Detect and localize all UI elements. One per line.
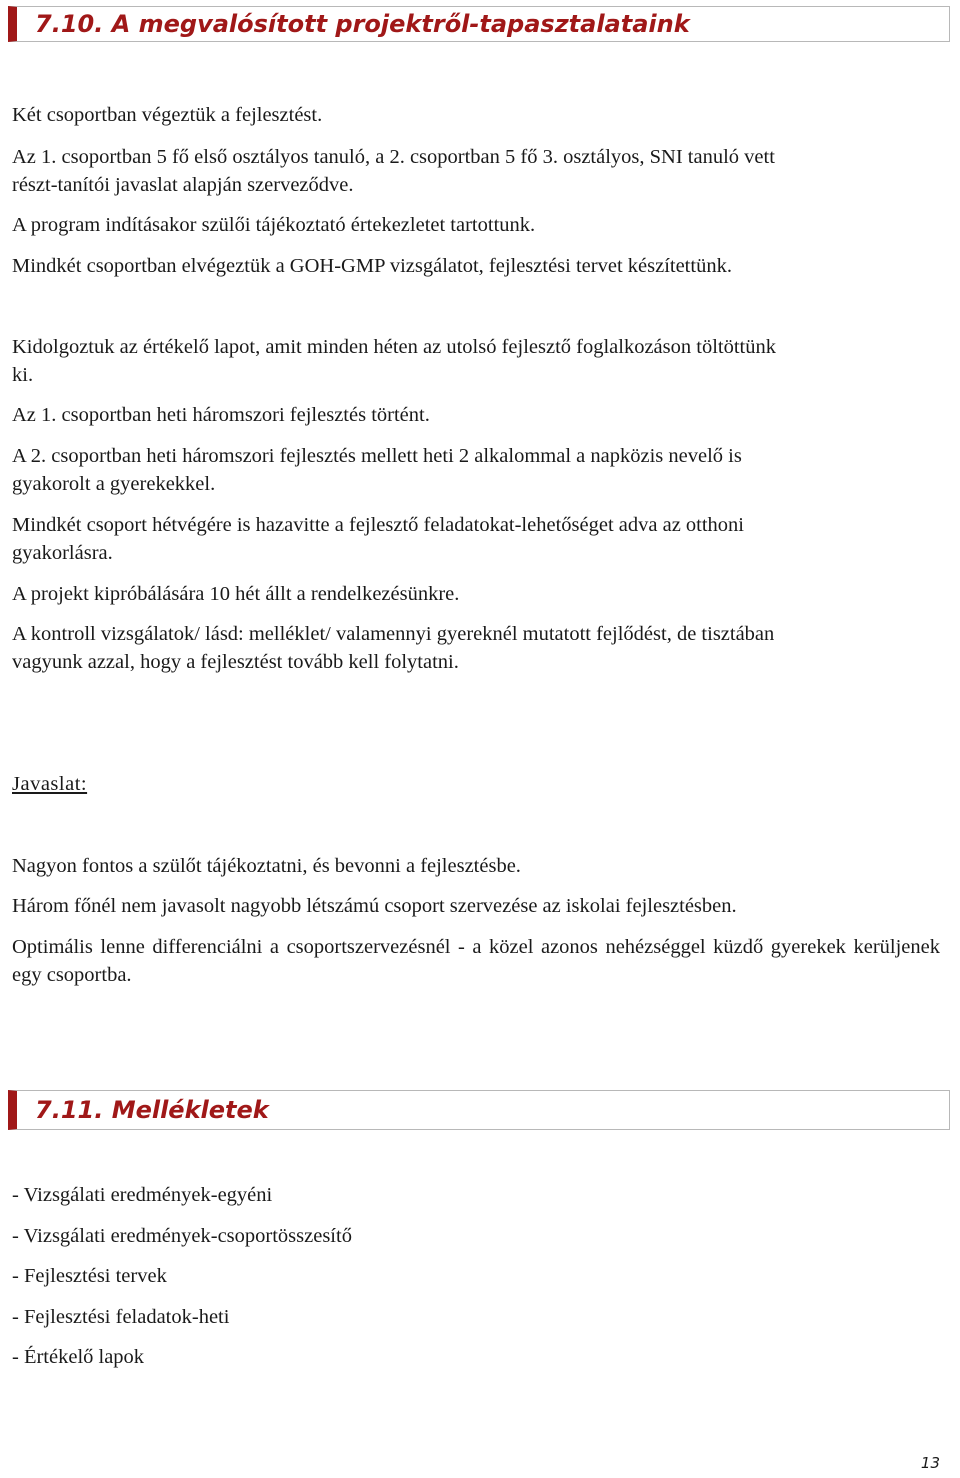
paragraph: gyakorlásra. <box>12 542 113 564</box>
list-item: - Fejlesztési feladatok-heti <box>12 1306 230 1328</box>
section-heading-box <box>8 1090 950 1130</box>
paragraph: gyakorolt a gyerekekkel. <box>12 473 216 495</box>
paragraph: A program indításakor szülői tájékoztató értekezletet tartottunk. <box>12 214 536 236</box>
paragraph: A kontroll vizsgálatok/ lásd: melléklet/ valamennyi gyereknél mutatott fejlődést, de tisztában <box>12 623 775 645</box>
list-item: - Vizsgálati eredmények-csoportösszesítő <box>12 1225 352 1247</box>
paragraph: A projekt kipróbálására 10 hét állt a rendelkezésünkre. <box>12 583 460 605</box>
section-title: 7.11. Mellékletek <box>35 1096 269 1124</box>
section-heading-box <box>8 6 950 42</box>
proposal-paragraph: Nagyon fontos a szülőt tájékoztatni, és bevonni a fejlesztésbe. <box>12 855 521 877</box>
paragraph: vagyunk azzal, hogy a fejlesztést tovább kell folytatni. <box>12 651 459 673</box>
proposal-paragraph: Optimális lenne differenciálni a csoportszervezésnél - a közel azonos nehézséggel küzdő gyerekek kerüljenek egy csoportba. <box>12 936 940 986</box>
page-number: 13 <box>920 1454 940 1472</box>
section-title: 7.10. A megvalósított projektről-tapasztalataink <box>35 10 690 38</box>
list-item: - Fejlesztési tervek <box>12 1265 167 1287</box>
proposal-heading: Javaslat: <box>12 773 88 795</box>
paragraph: Mindkét csoportban elvégeztük a GOH-GMP vizsgálatot, fejlesztési tervet készítettünk. <box>12 255 732 277</box>
paragraph: Kidolgoztuk az értékelő lapot, amit minden héten az utolsó fejlesztő foglalkozáson töltöttünk <box>12 336 776 358</box>
list-item: - Vizsgálati eredmények-egyéni <box>12 1184 273 1206</box>
paragraph: A 2. csoportban heti háromszori fejlesztés mellett heti 2 alkalommal a napközis nevelő is <box>12 445 742 467</box>
proposal-paragraph: Három főnél nem javasolt nagyobb létszámú csoport szervezése az iskolai fejlesztésben. <box>12 895 737 917</box>
paragraph: Az 1. csoportban 5 fő első osztályos tanuló, a 2. csoportban 5 fő 3. osztályos, SNI tanuló vett <box>12 146 775 168</box>
paragraph: ki. <box>12 364 34 386</box>
paragraph: Mindkét csoport hétvégére is hazavitte a fejlesztő feladatokat-lehetőséget adva az otthoni <box>12 514 745 536</box>
paragraph: Az 1. csoportban heti háromszori fejlesztés történt. <box>12 404 430 426</box>
paragraph: Két csoportban végeztük a fejlesztést. <box>12 104 323 126</box>
paragraph: részt-tanítói javaslat alapján szerveződve. <box>12 174 354 196</box>
list-item: - Értékelő lapok <box>12 1346 145 1368</box>
